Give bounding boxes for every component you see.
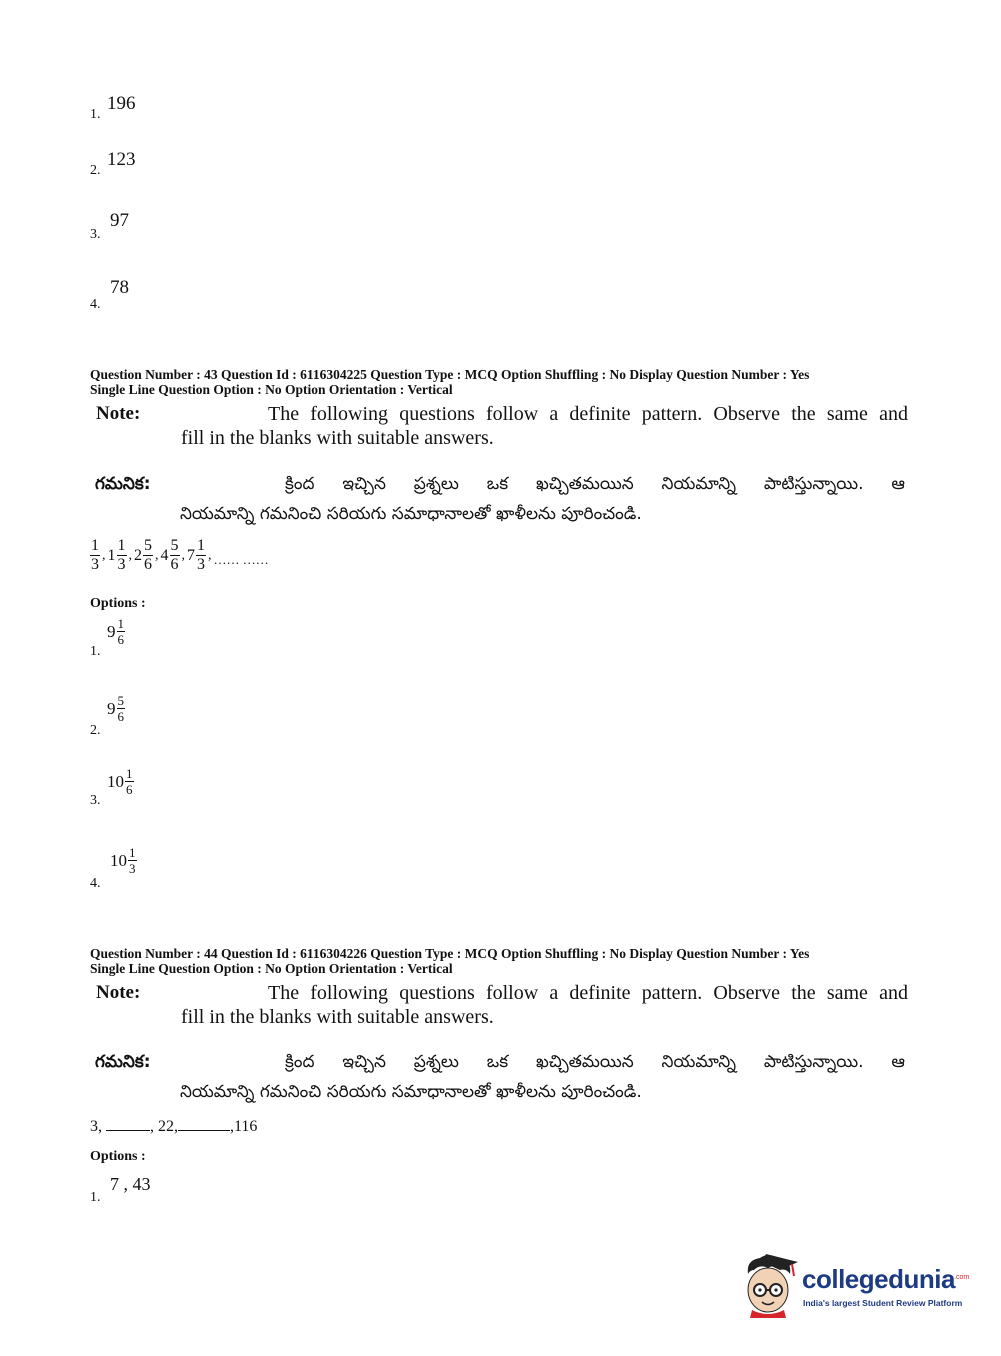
telugu-note-label: గమనిక: xyxy=(95,1052,151,1072)
note-line1: The following questions follow a definite pattern. Observe the same and xyxy=(268,403,908,425)
option-number: 4. xyxy=(90,876,101,891)
option-value: 196 xyxy=(107,93,136,114)
option-value: 10 $\frac{1}{6}$ xyxy=(107,766,133,797)
sequence-term: $\frac{1}{3}$ xyxy=(91,537,99,573)
option-value: 9 $\frac{5}{6}$ xyxy=(107,693,124,724)
option-number: 2. xyxy=(90,163,101,178)
sequence-whole: 4 xyxy=(160,546,169,564)
telugu-note-line2: నియమాన్ని గమనించి సరియగు సమాధానాలతో ఖాళీలను పూరించండి. xyxy=(180,504,642,524)
question-header-line2: Single Line Question Option : No Option Orientation : Vertical xyxy=(90,382,453,397)
brand-name: collegedunia xyxy=(802,1264,955,1294)
telugu-note-line1: క్రింద ఇచ్చిన ప్రశ్నలు ఒక ఖచ్చితమయిన నియమాన్ని పాటిస్తున్నాయి. ఆ xyxy=(285,474,905,494)
sequence-term: $\frac{1}{3}$ xyxy=(197,537,205,573)
option-number: 1. xyxy=(90,107,101,122)
option-number: 3. xyxy=(90,227,101,242)
mascot-icon xyxy=(740,1252,800,1318)
fraction-sequence: $\frac{1}{3}$ , 1 $\frac{1}{3}$ , 2 $\frac{5}{6}$ , 4 $\frac{5}{6}$ , 7 $\frac{1}{3}$ , …… …… xyxy=(91,537,269,573)
note-label: Note: xyxy=(96,403,141,424)
sequence-whole: 7 xyxy=(187,546,195,564)
options-label: Options : xyxy=(90,1149,146,1164)
sequence-whole: 2 xyxy=(134,546,142,564)
number-sequence: 3, , 22, ,116 xyxy=(90,1118,258,1135)
option-value: 123 xyxy=(107,149,136,170)
sequence-term: $\frac{5}{6}$ xyxy=(144,537,152,573)
note-line2: fill in the blanks with suitable answers. xyxy=(181,427,494,449)
blank xyxy=(106,1116,150,1131)
brand-tagline: India's largest Student Review Platform xyxy=(803,1298,963,1308)
option-value: 9 $\frac{1}{6}$ xyxy=(107,616,124,647)
note-label: Note: xyxy=(96,982,141,1003)
option-value: 78 xyxy=(110,277,129,298)
collegedunia-logo xyxy=(740,1250,970,1320)
note-line2: fill in the blanks with suitable answers. xyxy=(181,1006,494,1028)
option-number: 2. xyxy=(90,723,101,738)
telugu-note-line1: క్రింద ఇచ్చిన ప్రశ్నలు ఒక ఖచ్చితమయిన నియమాన్ని పాటిస్తున్నాయి. ఆ xyxy=(285,1052,905,1072)
sequence-whole: 1 xyxy=(107,546,116,564)
option-value: 7 , 43 xyxy=(110,1174,151,1194)
option-value: 10 $\frac{1}{3}$ xyxy=(110,845,136,876)
option-number: 1. xyxy=(90,1190,101,1205)
question-header-line1: Question Number : 44 Question Id : 6116304226 Question Type : MCQ Option Shuffling : No Display Question Number : Yes xyxy=(90,946,810,961)
note-line1: The following questions follow a definite pattern. Observe the same and xyxy=(268,982,908,1004)
question-header-line1: Question Number : 43 Question Id : 6116304225 Question Type : MCQ Option Shuffling : No Display Question Number : Yes xyxy=(90,367,810,382)
sequence-term: $\frac{5}{6}$ xyxy=(170,537,179,573)
telugu-note-label: గమనిక: xyxy=(95,474,151,494)
blank xyxy=(178,1116,230,1131)
sequence-ellipsis: …… …… xyxy=(213,551,269,567)
sequence-term: $\frac{1}{3}$ xyxy=(117,537,126,573)
option-number: 3. xyxy=(90,793,101,808)
question-header-line2: Single Line Question Option : No Option Orientation : Vertical xyxy=(90,961,453,976)
option-number: 1. xyxy=(90,644,101,659)
brand-suffix: .com xyxy=(954,1274,970,1281)
option-number: 4. xyxy=(90,297,101,312)
telugu-note-line2: నియమాన్ని గమనించి సరియగు సమాధానాలతో ఖాళీలను పూరించండి. xyxy=(180,1082,642,1102)
options-label: Options : xyxy=(90,596,146,611)
option-value: 97 xyxy=(110,210,129,231)
